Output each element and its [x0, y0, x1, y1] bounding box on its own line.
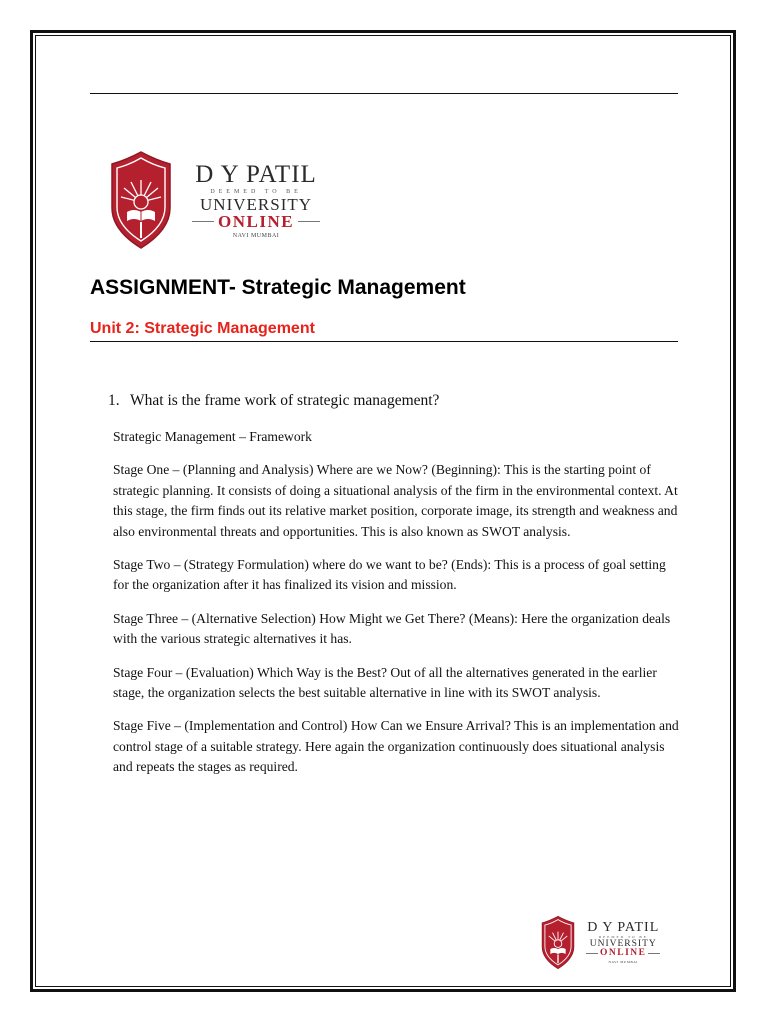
question-number: 1. [108, 392, 120, 409]
footer-logo-dash-right [648, 953, 660, 954]
logo-name: D Y PATIL [195, 160, 317, 188]
university-logo [108, 150, 348, 250]
footer-crest-icon [540, 915, 576, 970]
stage-one-paragraph: Stage One – (Planning and Analysis) Where are we Now? (Beginning): This is the starting point of strategic planning. It consists of doing a situational analysis of the firm in the environmental context. At this stage, the firm finds out its relative market position, corporate image, its strength and weakness and also environmental threats and opportunities. This is also known as SWOT analysis. [113, 462, 678, 539]
unit-rule [90, 341, 678, 342]
footer-logo-online: ONLINE [600, 948, 647, 958]
footer-university-logo [540, 915, 670, 970]
answer-content [113, 427, 679, 791]
footer-logo-university: UNIVERSITY [589, 938, 657, 949]
framework-heading: Strategic Management – Framework [113, 429, 312, 444]
footer-logo-online-row [584, 949, 662, 959]
assignment-title: ASSIGNMENT- Strategic Management [90, 276, 466, 299]
logo-online: ONLINE [218, 211, 295, 231]
stage-five-paragraph: Stage Five – (Implementation and Control) How Can we Ensure Arrival? This is an implementation and control stage of a suitable strategy. Here again the organization continuously does situational analysis and repeats the stages as required. [113, 718, 679, 775]
footer-logo-dash-left [586, 953, 598, 954]
logo-dash-right [298, 221, 320, 222]
logo-dash-left [192, 221, 214, 222]
logo-university: UNIVERSITY [200, 194, 313, 214]
header-rule [90, 93, 678, 94]
logo-wordmark [188, 162, 324, 239]
footer-logo-wordmark [584, 921, 662, 964]
stage-two-paragraph: Stage Two – (Strategy Formulation) where do we want to be? (Ends): This is a process of goal setting for the organization after it has finalized its vision and mission. [113, 557, 666, 593]
footer-logo-location: NAVI MUMBAI [608, 959, 638, 964]
logo-location: NAVI MUMBAI [232, 232, 280, 239]
footer-logo-name: D Y PATIL [587, 920, 660, 935]
stage-three-paragraph: Stage Three – (Alternative Selection) How Might we Get There? (Means): Here the organization deals with the various strategic alternatives it has. [113, 610, 671, 647]
footer-logo-tagline: DEEMED TO BE [598, 935, 648, 939]
question-item [108, 392, 439, 410]
university-crest-icon [108, 150, 174, 250]
logo-online-row [188, 213, 324, 230]
logo-tagline: DEEMED TO BE [210, 188, 302, 195]
question-text: What is the frame work of strategic management? [130, 392, 440, 409]
unit-heading: Unit 2: Strategic Management [90, 320, 315, 337]
stage-four-paragraph: Stage Four – (Evaluation) Which Way is the Best? Out of all the alternatives generated in the earlier stage, the organization selects the best suitable alternative in line with its SWOT analysis. [113, 664, 657, 701]
